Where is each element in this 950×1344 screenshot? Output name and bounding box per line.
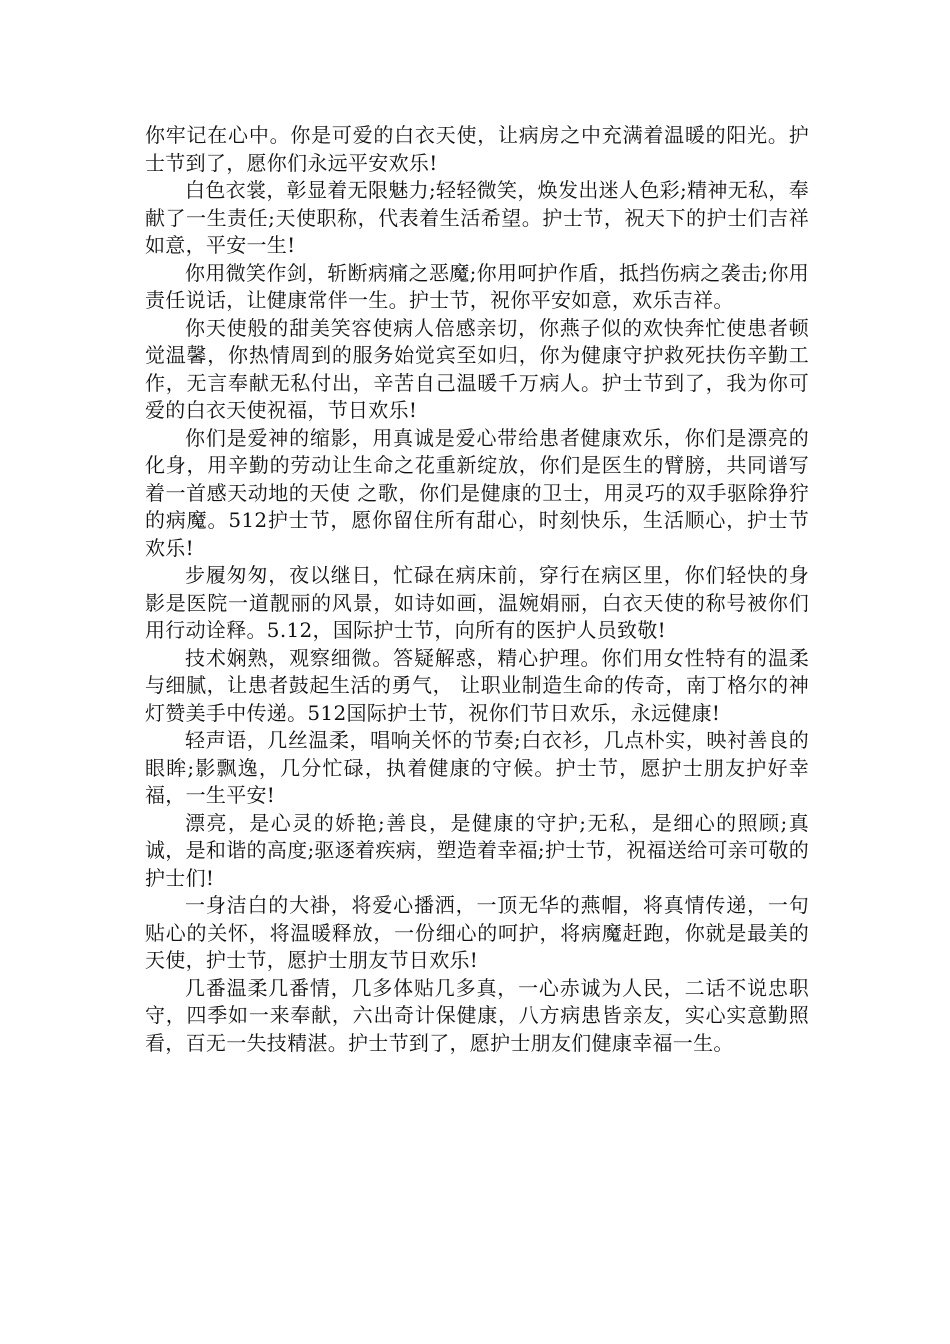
paragraph-3: 你用微笑作剑，斩断病痛之恶魔;你用呵护作盾，抵挡伤病之袭击;你用责任说话，让健康常伴一生。护士节，祝你平安如意，欢乐吉祥。: [145, 260, 809, 312]
paragraph-2: 白色衣裳，彰显着无限魅力;轻轻微笑，焕发出迷人色彩;精神无私，奉献了一生责任;天使职称，代表着生活希望。护士节，祝天下的护士们吉祥如意，平安一生!: [145, 178, 809, 257]
paragraph-4: 你天使般的甜美笑容使病人倍感亲切，你燕子似的欢快奔忙使患者顿觉温馨，你热情周到的服务始觉宾至如归，你为健康守护救死扶伤辛勤工作，无言奉献无私付出，辛苦自己温暖千万病人。护士节到了，我为你可爱的白衣天使祝福，节日欢乐!: [145, 315, 809, 422]
paragraph-7: 技术娴熟，观察细微。答疑解惑，精心护理。你们用女性特有的温柔与细腻，让患者鼓起生活的勇气， 让职业制造生命的传奇，南丁格尔的神灯赞美手中传递。512国际护士节，祝你们节日欢乐，永远健康!: [145, 645, 809, 725]
paragraph-10: 一身洁白的大褂，将爱心播洒，一顶无华的燕帽，将真情传递，一句贴心的关怀，将温暖释放，一份细心的呵护，将病魔赶跑，你就是最美的天使，护士节，愿护士朋友节日欢乐!: [145, 893, 809, 972]
paragraph-9: 漂亮，是心灵的娇艳;善良，是健康的守护;无私，是细心的照顾;真诚，是和谐的高度;驱逐着疾病，塑造着幸福;护士节，祝福送给可亲可敬的护士们!: [145, 810, 809, 890]
paragraph-5: 你们是爱神的缩影，用真诚是爱心带给患者健康欢乐，你们是漂亮的化身，用辛勤的劳动让生命之花重新绽放，你们是医生的臂膀，共同谱写着一首感天动地的天使 之歌，你们是健康的卫士，用灵巧的双手驱除狰狞的病魔。512护士节，愿你留住所有甜心，时刻快乐，生活顺心，护士节欢乐!: [145, 425, 809, 560]
paragraph-11: 几番温柔几番情，几多体贴几多真，一心赤诚为人民，二话不说忠职守，四季如一来奉献，六出奇计保健康，八方病患皆亲友，实心实意勤照看，百无一失技精湛。护士节到了，愿护士朋友们健康幸福一生。: [145, 975, 809, 1055]
document-page: [145, 122, 809, 1057]
paragraph-8: 轻声语，几丝温柔，唱响关怀的节奏;白衣衫，几点朴实，映衬善良的眼眸;影飘逸，几分忙碌，执着健康的守候。护士节，愿护士朋友护好幸福，一生平安!: [145, 728, 809, 807]
paragraph-1: 你牢记在心中。你是可爱的白衣天使，让病房之中充满着温暖的阳光。护士节到了，愿你们永远平安欢乐!: [145, 123, 809, 175]
paragraph-6: 步履匆匆，夜以继日，忙碌在病床前，穿行在病区里，你们轻快的身影是医院一道靓丽的风景，如诗如画，温婉娟丽，白衣天使的称号被你们用行动诠释。5.12，国际护士节，向所有的医护人员致敬!: [145, 563, 809, 642]
